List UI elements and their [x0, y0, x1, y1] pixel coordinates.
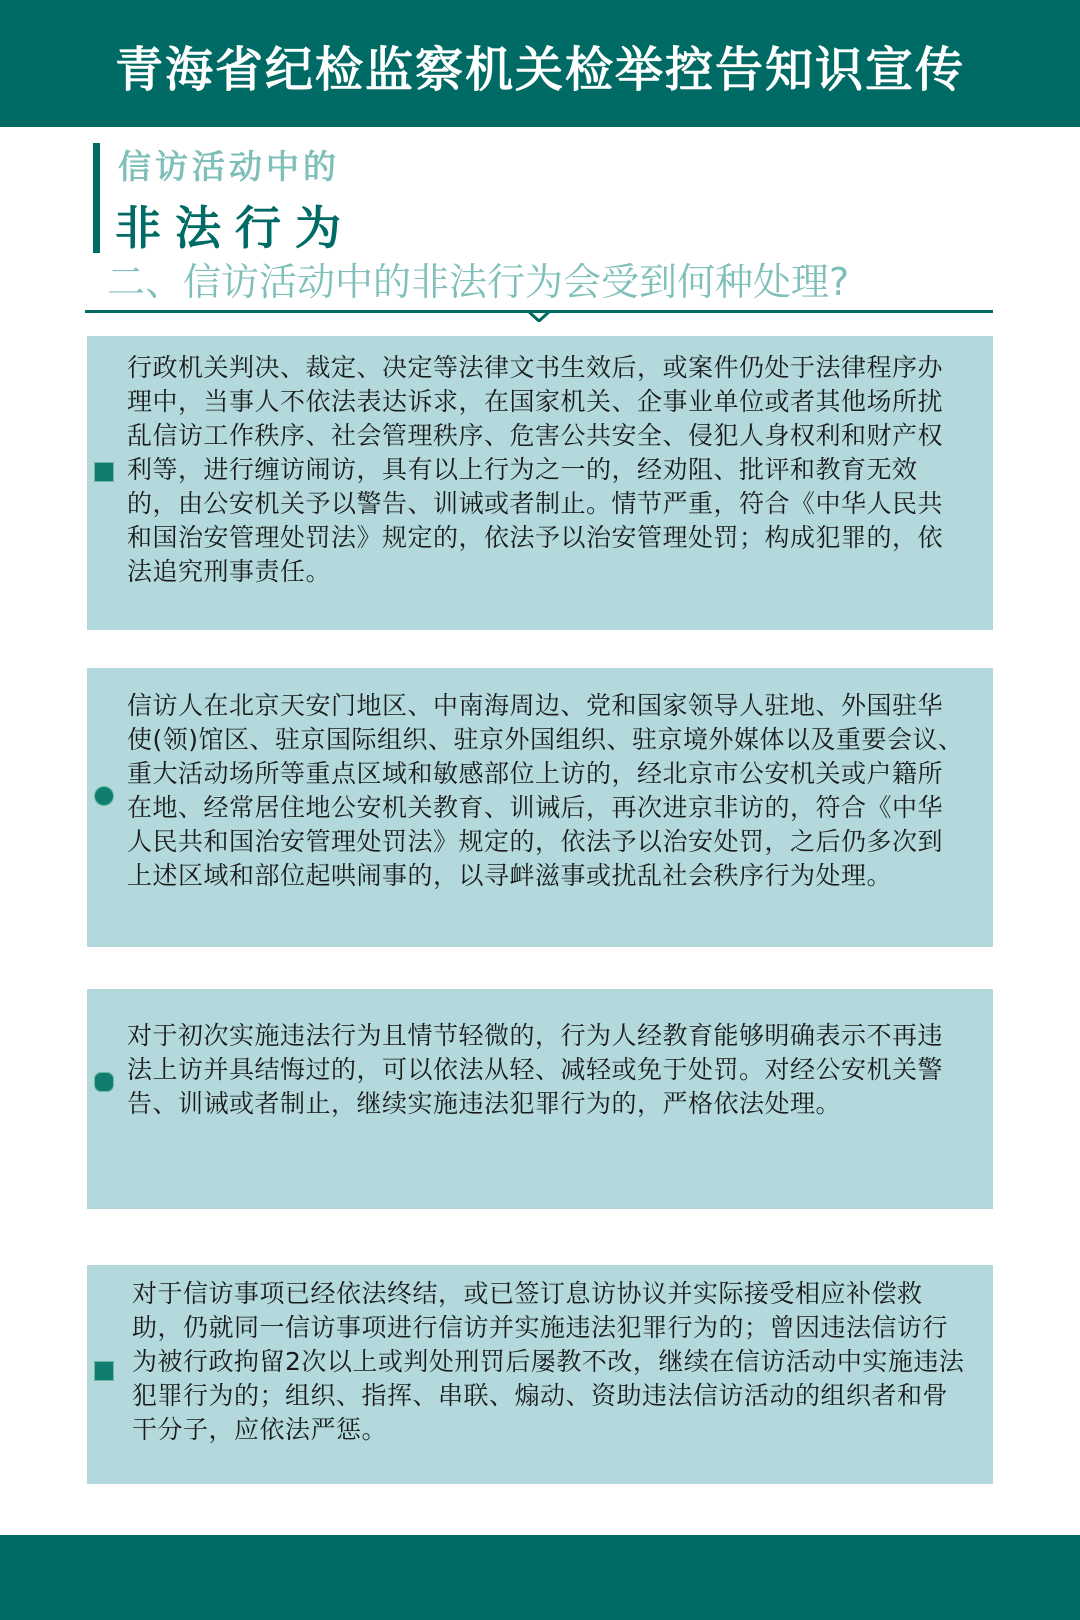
card-1: [87, 336, 993, 630]
section-title: 非法行为: [115, 201, 355, 255]
card-text: 行政机关判决、裁定、决定等法律文书生效后，或案件仍处于法律程序办理中，当事人不依法表达诉求，在国家机关、企事业单位或者其他场所扰乱信访工作秩序、社会管理秩序、危害公共安全、侵犯人身权利和财产权利等，进行缠访闹访，具有以上行为之一的，经劝阻、批评和教育无效的，由公安机关予以警告、训诫或者制止。情节严重，符合《中华人民共和国治安管理处罚法》规定的，依法予以治安管理处罚；构成犯罪的，依法追究刑事责任。: [127, 353, 944, 586]
footer-banner: [0, 1535, 1080, 1620]
card-text: 信访人在北京天安门地区、中南海周边、党和国家领导人驻地、外国驻华使(领)馆区、驻京国际组织、驻京外国组织、驻京境外媒体以及重要会议、重大活动场所等重点区域和敏感部位上访的，经北京市公安机关或户籍所在地、经常居住地公安机关教育、训诫后，再次进京非访的，符合《中华人民共和国治安管理处罚法》规定的，依法予以治安处罚，之后仍多次到上述区域和部位起哄闹事的，以寻衅滋事或扰乱社会秩序行为处理。: [127, 691, 964, 890]
section-accent-bar: [93, 143, 100, 253]
card-2: [87, 668, 993, 947]
section-question: 二、信访活动中的非法行为会受到何种处理?: [107, 260, 850, 304]
page-title: 青海省纪检监察机关检举控告知识宣传: [114, 42, 965, 98]
card-4: [87, 1265, 993, 1484]
header-banner: [0, 0, 1080, 127]
card-3: [87, 989, 993, 1209]
bullet-icon: [94, 1361, 114, 1381]
underline-notch: [528, 311, 550, 322]
card-text: 对于信访事项已经依法终结，或已签订息访协议并实际接受相应补偿救助，仍就同一信访事项进行信访并实施违法犯罪行为的；曾因违法信访行为被行政拘留2次以上或判处刑罚后屡教不改，继续在信访活动中实施违法犯罪行为的；组织、指挥、串联、煽动、资助违法信访活动的组织者和骨干分子，应依法严惩。: [132, 1279, 965, 1444]
card-text: 对于初次实施违法行为且情节轻微的，行为人经教育能够明确表示不再违法上访并具结悔过的，可以依法从轻、减轻或免于处罚。对经公安机关警告、训诫或者制止，继续实施违法犯罪行为的，严格依法处理。: [127, 1021, 944, 1118]
section-supertitle: 信访活动中的: [118, 147, 340, 186]
bullet-icon: [94, 1072, 114, 1092]
bullet-icon: [94, 462, 114, 482]
bullet-icon: [94, 786, 114, 806]
